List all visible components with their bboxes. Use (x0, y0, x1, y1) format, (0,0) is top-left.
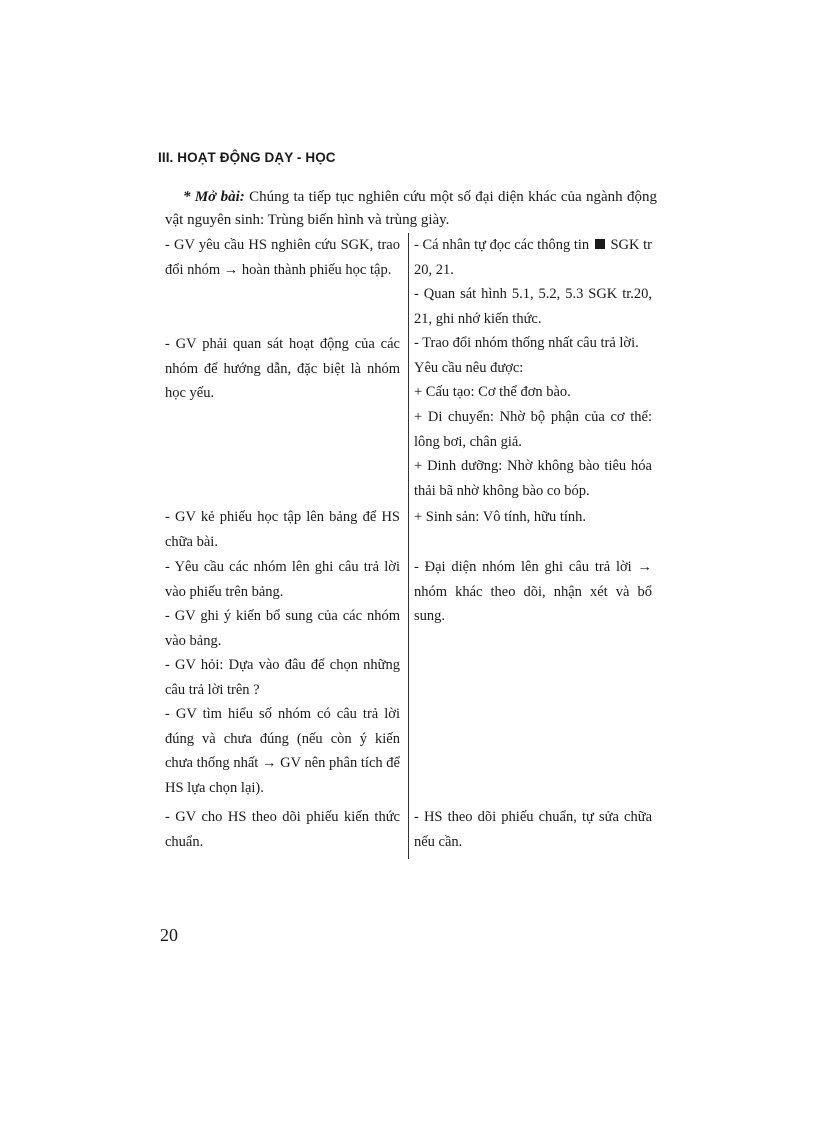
student-reproduction: + Sinh sản: Vô tính, hữu tính. (414, 509, 587, 525)
intro-text: Chúng ta tiếp tục nghiên cứu một số đại diện khác của ngành động vật nguyên sinh: Trùng biến hình và trùng giày. (165, 189, 657, 228)
student-discuss: - Trao đổi nhóm thống nhất câu trả lời. (414, 335, 639, 351)
student-requirement: Yêu cầu nêu được: (414, 360, 524, 376)
student-movement: + Di chuyển: Nhờ bộ phận của cơ thể: lông bơi, chân giả. (414, 409, 652, 450)
teacher-activity-6: - GV hỏi: Dựa vào đâu để chọn những câu trả lời trên ? (165, 657, 400, 698)
intro-paragraph (165, 186, 657, 232)
teacher-activity-7: - GV tìm hiểu số nhóm có câu trả lời đúng và chưa đúng (nếu còn ý kiến chưa thống nhất → GV nên phân tích để HS lựa chọn lại). (165, 706, 400, 796)
student-nutrition: + Dinh dưỡng: Nhờ không bào tiêu hóa thải bã nhờ không bào co bóp. (414, 458, 652, 499)
intro-lead: * Mở bài: (183, 189, 245, 205)
teacher-activity-4: - Yêu cầu các nhóm lên ghi câu trả lời vào phiếu trên bảng. (165, 559, 400, 600)
column-divider (408, 233, 409, 859)
student-structure: + Cấu tạo: Cơ thể đơn bào. (414, 384, 571, 400)
student-observe: - Quan sát hình 5.1, 5.2, 5.3 SGK tr.20, 21, ghi nhớ kiến thức. (414, 286, 652, 327)
teacher-activity-5: - GV ghi ý kiến bổ sung của các nhóm vào bảng. (165, 608, 400, 649)
student-read-info: - Cá nhân tự đọc các thông tin SGK tr 20, 21. (414, 237, 652, 278)
student-group-answer: - Đại diện nhóm lên ghi câu trả lời → nhóm khác theo dõi, nhận xét và bổ sung. (414, 559, 652, 624)
student-self-correct: - HS theo dõi phiếu chuẩn, tự sửa chữa nếu cần. (414, 809, 652, 850)
section-heading: III. HOẠT ĐỘNG DẠY - HỌC (158, 150, 336, 165)
page-number: 20 (160, 925, 178, 945)
teacher-activity-1: - GV yêu cầu HS nghiên cứu SGK, trao đổi nhóm → hoàn thành phiếu học tập. (165, 237, 400, 278)
teacher-activity-2: - GV phải quan sát hoạt động của các nhóm để hướng dẫn, đặc biệt là nhóm học yếu. (165, 336, 400, 401)
teacher-activity-8: - GV cho HS theo dõi phiếu kiến thức chuẩn. (165, 809, 400, 850)
teacher-activity-3: - GV kẻ phiếu học tập lên bảng để HS chữa bài. (165, 509, 400, 550)
black-square-icon (595, 239, 605, 249)
